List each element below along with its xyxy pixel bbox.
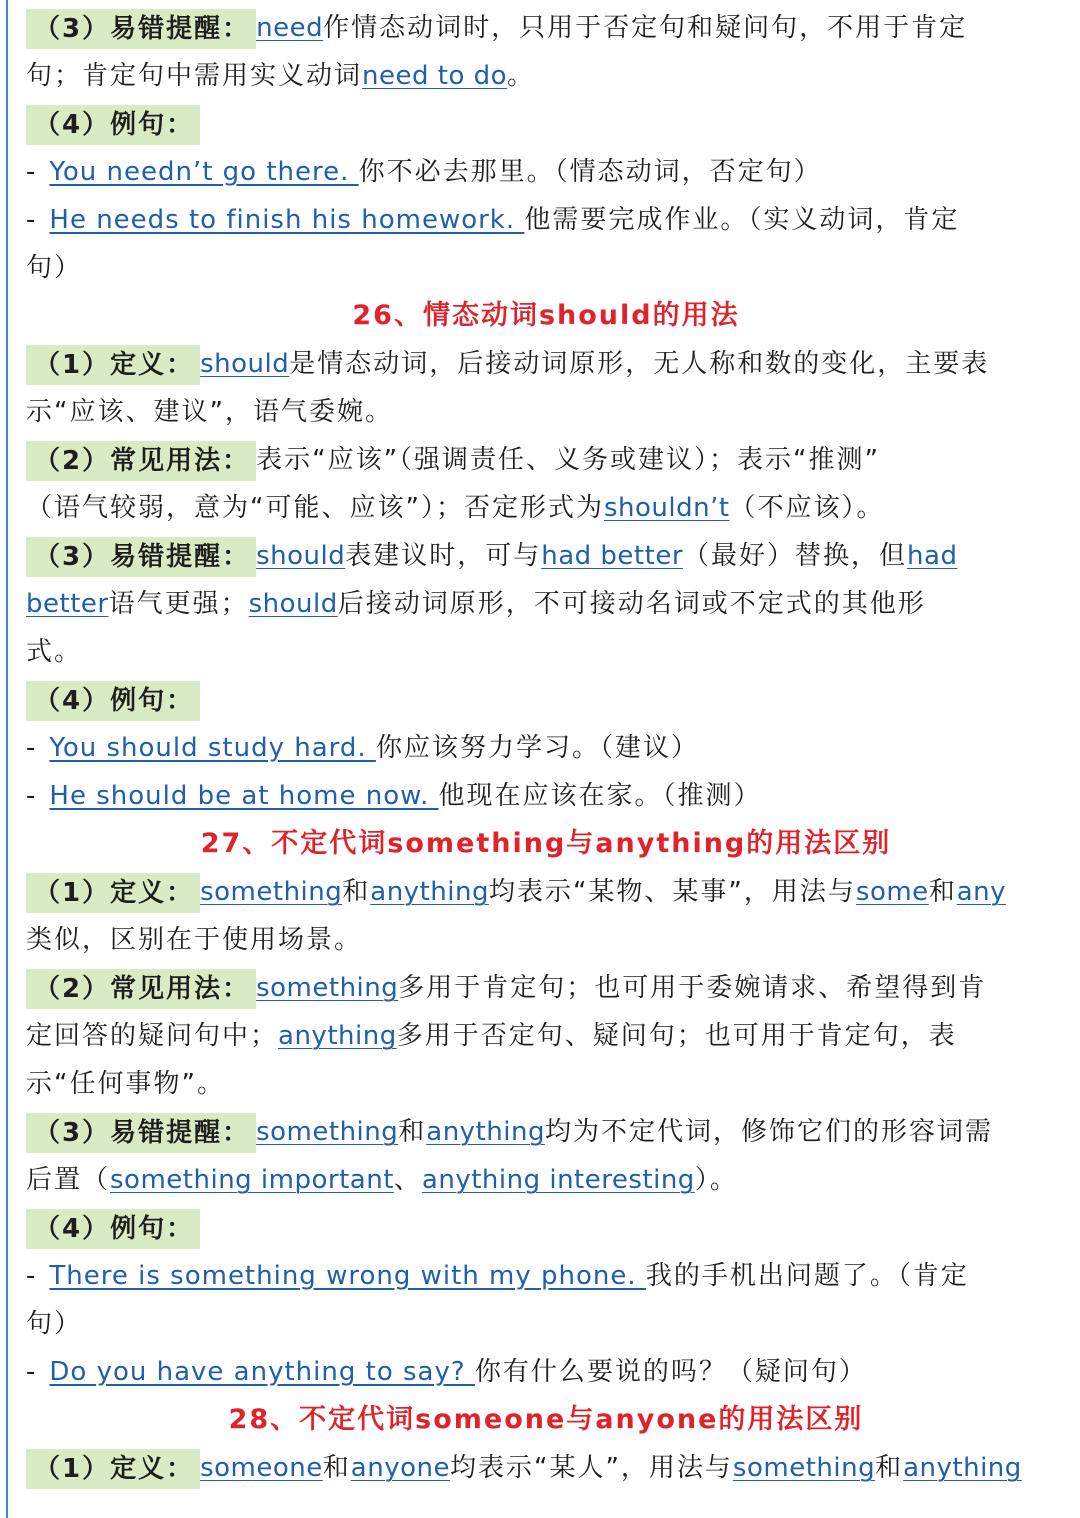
example-sentence: He needs to finish his homework. xyxy=(49,205,525,235)
english-term: should xyxy=(256,541,346,571)
body-text: 句） xyxy=(26,1309,83,1339)
text-line xyxy=(26,868,1066,916)
english-term: had better xyxy=(541,541,684,571)
body-text: 式。 xyxy=(26,637,83,667)
body-text: 。 xyxy=(507,61,536,91)
english-term: need xyxy=(256,13,324,43)
bullet-dash: - xyxy=(26,1261,38,1291)
section-label: （2）常见用法： xyxy=(26,441,256,481)
section-heading: 28、不定代词someone与anyone的用法区别 xyxy=(228,1404,864,1435)
section-label: （1）定义： xyxy=(26,1449,200,1489)
english-term: need to do xyxy=(362,61,508,91)
body-text: 和 xyxy=(875,1453,904,1483)
section-label: （3）易错提醒： xyxy=(26,537,256,577)
body-text: 均为不定代词，修饰它们的形容词需 xyxy=(544,1117,993,1147)
english-term: anything interesting xyxy=(421,1165,695,1195)
body-text: 我的手机出问题了。（肯定 xyxy=(645,1261,969,1291)
text-line xyxy=(26,724,1066,772)
text-line xyxy=(26,340,1066,388)
section-label: （1）定义： xyxy=(26,345,200,385)
text-line xyxy=(26,1060,1066,1108)
body-text: 和 xyxy=(928,877,957,907)
section-heading: 27、不定代词something与anything的用法区别 xyxy=(200,828,892,859)
section-heading: 26、情态动词should的用法 xyxy=(352,300,740,331)
english-term: something xyxy=(256,973,399,1003)
section-label: （4）例句： xyxy=(26,681,200,721)
text-line xyxy=(26,1204,1066,1252)
section-label: （3）易错提醒： xyxy=(26,9,256,49)
section-label: （1）定义： xyxy=(26,873,200,913)
bullet-dash: - xyxy=(26,1357,38,1387)
body-text: 均表示“某人”，用法与 xyxy=(449,1453,733,1483)
body-text: 多用于否定句、疑问句；也可用于肯定句，表 xyxy=(396,1021,957,1051)
english-term: someone xyxy=(200,1453,323,1483)
body-text: 后接动词原形，不可接动名词或不定式的其他形 xyxy=(337,589,926,619)
text-line xyxy=(26,1300,1066,1348)
body-text: 均表示“某物、某事”，用法与 xyxy=(488,877,856,907)
body-text: 你有什么要说的吗？（疑问句） xyxy=(474,1357,867,1387)
bullet-dash: - xyxy=(26,157,38,187)
english-term: anything xyxy=(903,1453,1022,1483)
text-line xyxy=(26,772,1066,820)
example-sentence: You should study hard. xyxy=(49,733,376,763)
section-label: （4）例句： xyxy=(26,1209,200,1249)
body-text: 是情态动词，后接动词原形，无人称和数的变化，主要表 xyxy=(289,349,990,379)
body-text: 和 xyxy=(398,1117,427,1147)
body-text: （语气较弱，意为“可能、应该”）；否定形式为 xyxy=(26,493,604,523)
english-term: anything xyxy=(426,1117,545,1147)
text-line xyxy=(26,916,1066,964)
example-sentence: He should be at home now. xyxy=(49,781,439,811)
body-text: 和 xyxy=(322,1453,351,1483)
body-text: 定回答的疑问句中； xyxy=(26,1021,279,1051)
body-text: 语气更强； xyxy=(108,589,249,619)
body-text: 示“任何事物”。 xyxy=(26,1069,225,1099)
text-line xyxy=(26,580,1066,628)
body-text: （不应该）。 xyxy=(729,493,885,523)
text-line xyxy=(26,52,1066,100)
text-line xyxy=(26,964,1066,1012)
text-line xyxy=(26,4,1066,52)
english-term: should xyxy=(200,349,290,379)
english-term: anyone xyxy=(350,1453,450,1483)
text-line xyxy=(26,484,1066,532)
body-text: 示“应该、建议”，语气委婉。 xyxy=(26,397,393,427)
text-line xyxy=(26,196,1066,244)
english-term: something xyxy=(256,1117,399,1147)
english-term: any xyxy=(956,877,1007,907)
english-term: had xyxy=(907,541,958,571)
body-text: 、 xyxy=(393,1165,422,1195)
body-text: 多用于肯定句；也可用于委婉请求、希望得到肯 xyxy=(398,973,987,1003)
example-sentence: There is something wrong with my phone. xyxy=(49,1261,646,1291)
body-text: 你应该努力学习。（建议） xyxy=(375,733,699,763)
english-term: some xyxy=(855,877,929,907)
english-term: better xyxy=(26,589,109,619)
body-text: 类似，区别在于使用场景。 xyxy=(26,925,363,955)
text-line xyxy=(26,628,1066,676)
body-text: 表建议时，可与 xyxy=(345,541,542,571)
body-text: 句） xyxy=(26,253,83,283)
example-sentence: You needn’t go there. xyxy=(49,157,359,187)
english-term: something important xyxy=(110,1165,394,1195)
text-line xyxy=(26,676,1066,724)
text-line xyxy=(26,388,1066,436)
text-line xyxy=(26,1156,1066,1204)
text-line xyxy=(26,1012,1066,1060)
english-term: anything xyxy=(370,877,489,907)
bullet-dash: - xyxy=(26,781,38,811)
page-left-border xyxy=(6,0,8,1518)
body-text: 和 xyxy=(342,877,371,907)
body-text: 句；肯定句中需用实义动词 xyxy=(26,61,363,91)
body-text: 他需要完成作业。（实义动词，肯定 xyxy=(524,205,960,235)
body-text: 他现在应该在家。（推测） xyxy=(438,781,762,811)
body-text: ）。 xyxy=(694,1165,738,1195)
text-line xyxy=(26,532,1066,580)
english-term: anything xyxy=(278,1021,397,1051)
document-body xyxy=(26,4,1066,1492)
text-line xyxy=(26,148,1066,196)
body-text: （最好）替换，但 xyxy=(683,541,908,571)
text-line xyxy=(26,1348,1066,1396)
text-line xyxy=(26,1444,1066,1492)
english-term: something xyxy=(732,1453,876,1483)
bullet-dash: - xyxy=(26,733,38,763)
section-label: （3）易错提醒： xyxy=(26,1113,256,1153)
bullet-dash: - xyxy=(26,205,38,235)
body-text: 后置（ xyxy=(26,1165,111,1195)
english-term: shouldn’t xyxy=(603,493,730,523)
english-term: something xyxy=(200,877,343,907)
text-line xyxy=(26,100,1066,148)
text-line xyxy=(26,1252,1066,1300)
body-text: 作情态动词时，只用于否定句和疑问句，不用于肯定 xyxy=(323,13,968,43)
section-label: （2）常见用法： xyxy=(26,969,256,1009)
text-line xyxy=(26,244,1066,292)
body-text: 你不必去那里。（情态动词，否定句） xyxy=(358,157,822,187)
text-line xyxy=(26,1108,1066,1156)
english-term: should xyxy=(248,589,338,619)
example-sentence: Do you have anything to say? xyxy=(49,1357,475,1387)
section-label: （4）例句： xyxy=(26,105,200,145)
body-text: 表示“应该”（强调责任、义务或建议）；表示“推测” xyxy=(256,445,880,475)
text-line xyxy=(26,436,1066,484)
